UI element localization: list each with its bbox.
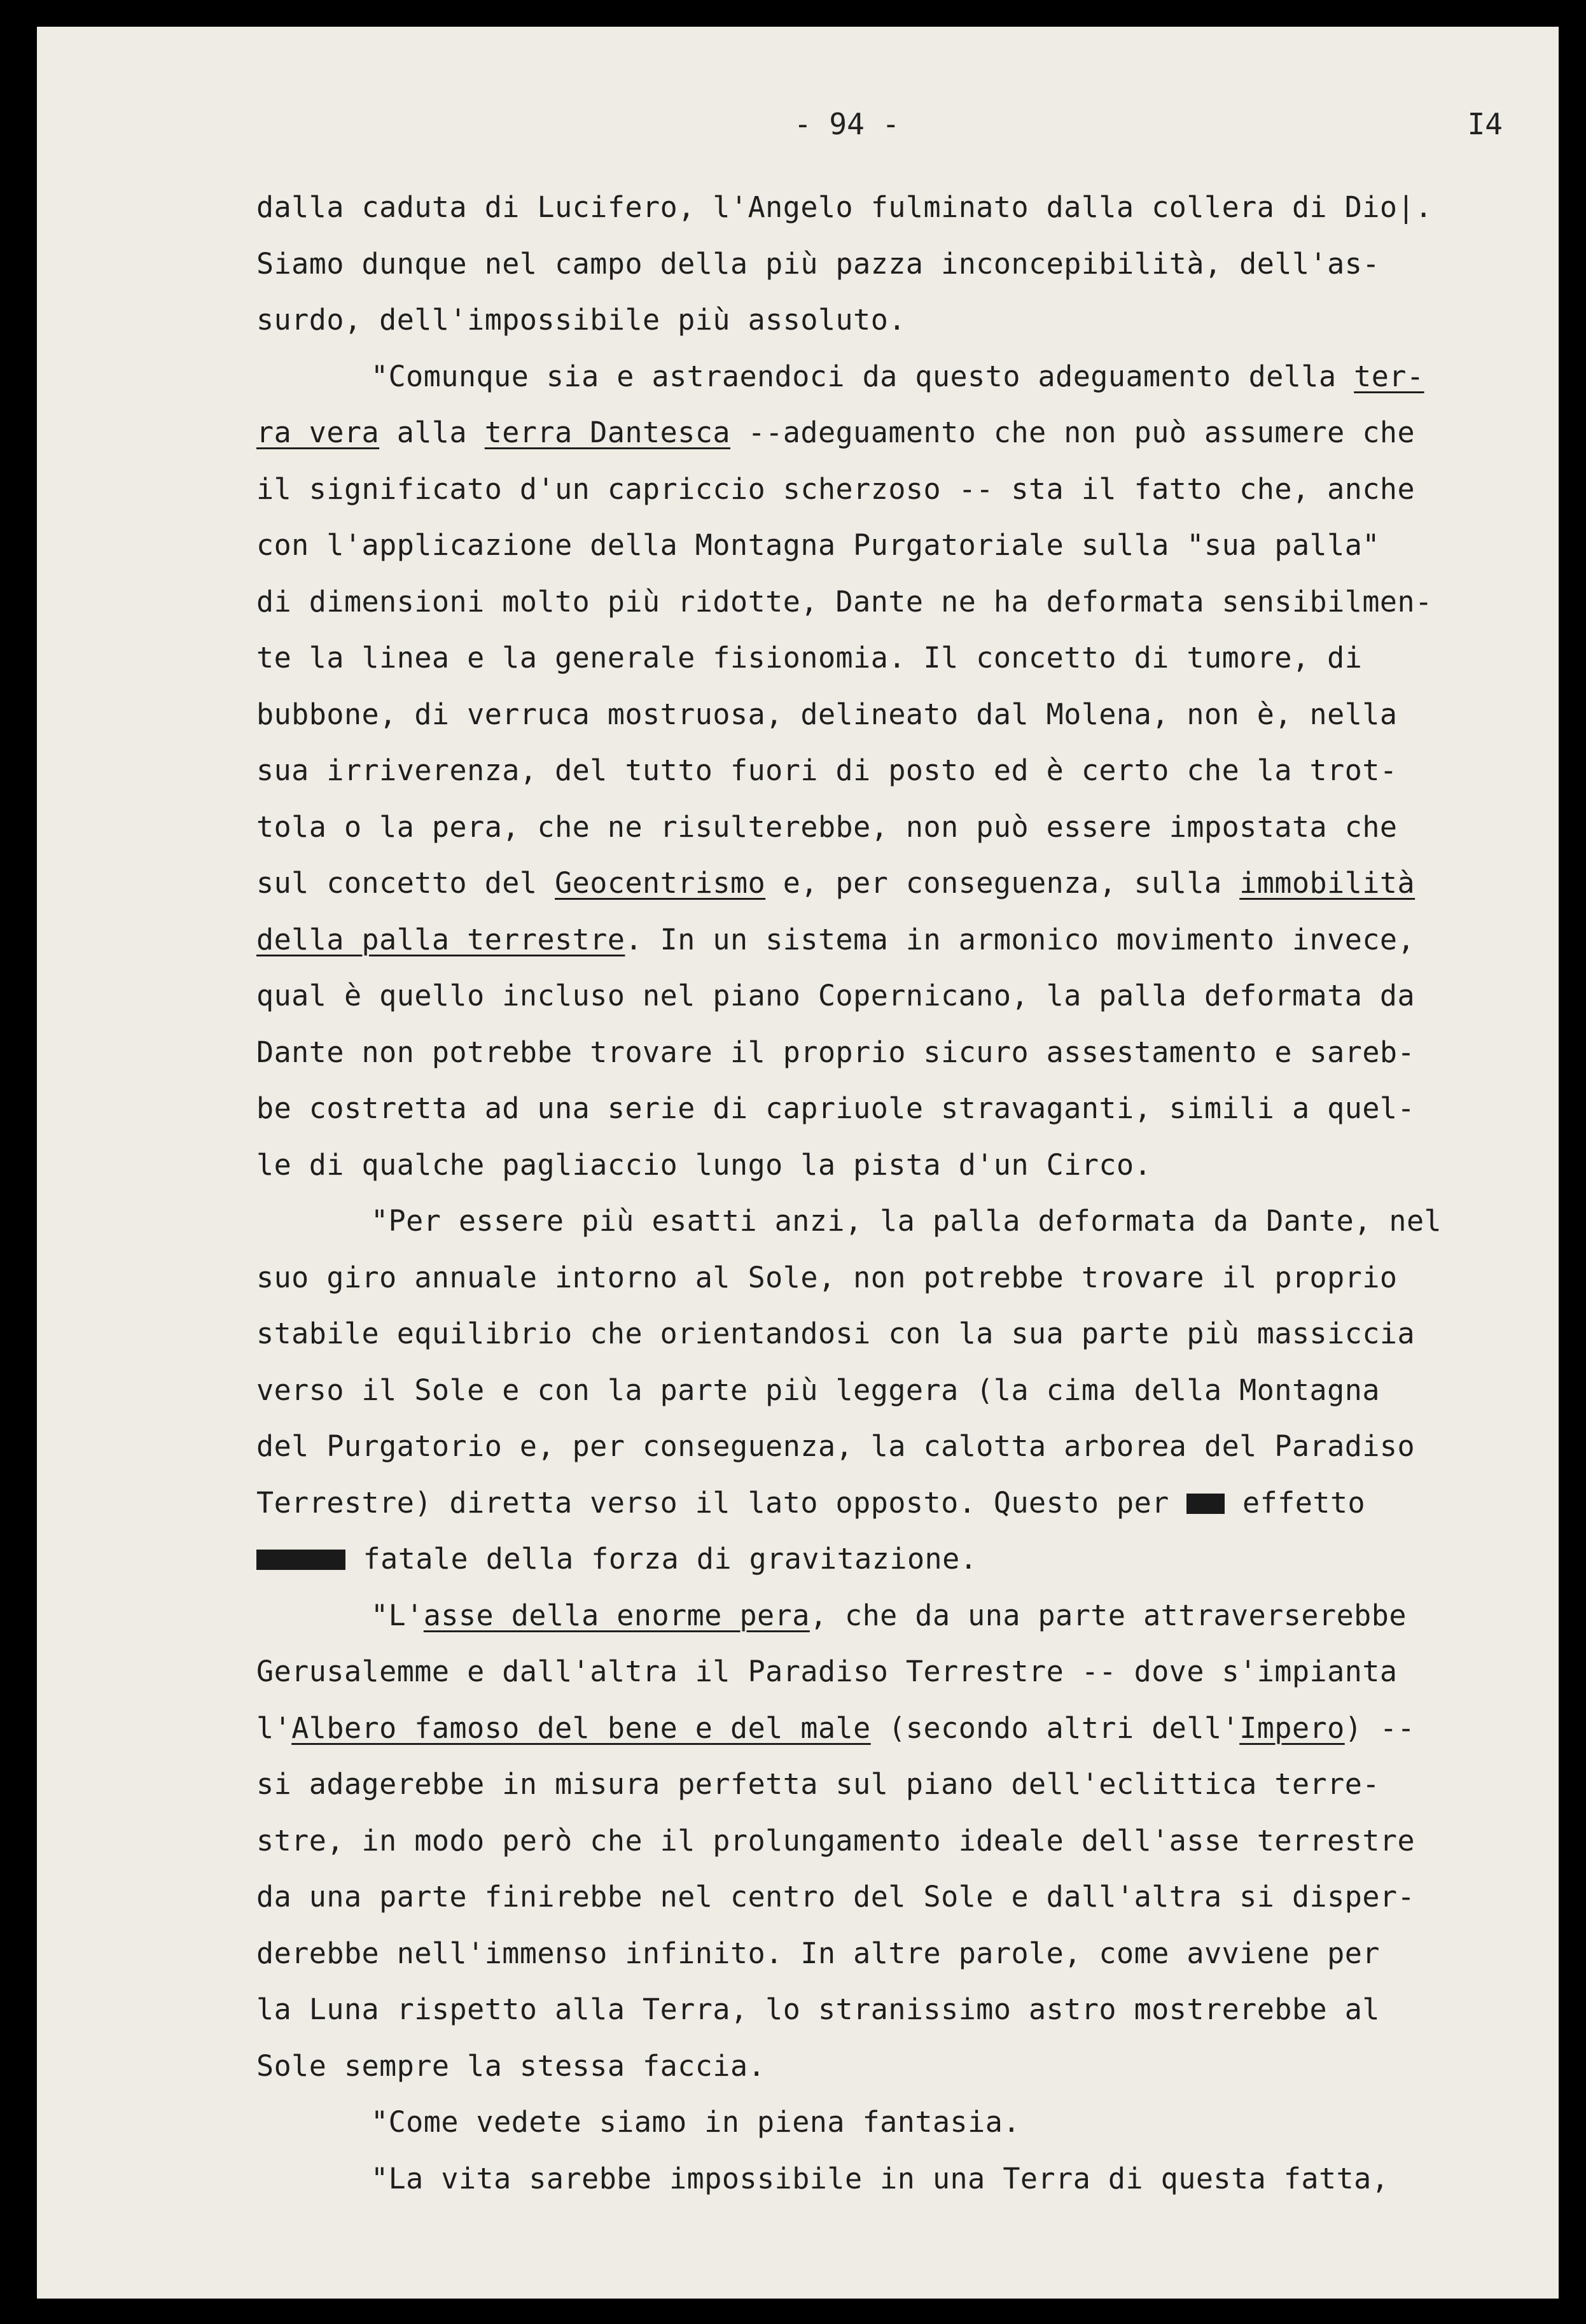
- underlined-text: immobilità: [1239, 866, 1416, 900]
- text-fragment: la Luna rispetto alla Terra, lo stranissimo astro mostrerebbe al: [256, 1992, 1380, 2026]
- struck-out-text: [256, 1550, 345, 1570]
- text-fragment: Dante non potrebbe trovare il proprio sicuro assestamento e sareb-: [256, 1035, 1416, 1069]
- text-fragment: effetto: [1225, 1485, 1366, 1520]
- text-line: [256, 405, 1548, 461]
- text-line: [256, 2038, 1548, 2095]
- text-line: [256, 1588, 1548, 1644]
- text-fragment: Gerusalemme e dall'altra il Paradiso Terrestre -- dove s'impianta: [256, 1655, 1398, 1688]
- text-line: [256, 1756, 1548, 1813]
- underlined-text: asse della enorme pera: [423, 1598, 810, 1632]
- text-fragment: sul concetto del: [256, 866, 555, 900]
- text-fragment: e, per conseguenza, sulla: [765, 866, 1240, 900]
- text-fragment: con l'applicazione della Montagna Purgatoriale sulla "sua palla": [256, 528, 1380, 562]
- text-fragment: , che da una parte attraverserebbe: [809, 1598, 1407, 1632]
- text-fragment: be costretta ad una serie di capriuole stravaganti, simili a quel-: [256, 1091, 1416, 1125]
- underlined-text: Geocentrismo: [555, 866, 766, 900]
- text-fragment: Siamo dunque nel campo della più pazza inconcepibilità, dell'as-: [256, 246, 1380, 281]
- text-fragment: verso il Sole e con la parte più leggera (la cima della Montagna: [256, 1373, 1380, 1407]
- typed-page: [37, 27, 1559, 2299]
- text-line: [256, 1644, 1548, 1700]
- text-line: [256, 855, 1548, 912]
- underlined-text: ra vera: [256, 416, 380, 449]
- text-line: [256, 236, 1548, 293]
- text-fragment: si adagerebbe in misura perfetta sul piano dell'eclittica terre-: [256, 1767, 1380, 1801]
- underlined-text: Impero: [1239, 1711, 1345, 1745]
- text-line: [256, 912, 1548, 969]
- text-fragment: sua irriverenza, del tutto fuori di posto ed è certo che la trot-: [256, 753, 1398, 787]
- text-line: [256, 1081, 1548, 1137]
- text-fragment: del Purgatorio e, per conseguenza, la calotta arborea del Paradiso: [256, 1429, 1416, 1463]
- text-line: [256, 349, 1548, 405]
- text-fragment: --adeguamento che non può assumere che: [730, 416, 1416, 449]
- sheet-number: I4: [1467, 107, 1503, 141]
- underlined-text: della palla terrestre: [256, 922, 625, 956]
- text-line: [256, 1926, 1548, 1982]
- text-fragment: derebbe nell'immenso infinito. In altre parole, come avviene per: [256, 1936, 1380, 1970]
- text-fragment: "Comunque sia e astraendoci da questo adeguamento della: [371, 359, 1354, 393]
- text-line: [256, 179, 1548, 236]
- text-fragment: da una parte finirebbe nel centro del Sole e dall'altra si disper-: [256, 1880, 1416, 1914]
- text-line: [256, 292, 1548, 349]
- text-fragment: ) --: [1344, 1711, 1416, 1745]
- text-fragment: surdo, dell'impossibile più assoluto.: [256, 303, 906, 337]
- text-line: [256, 1193, 1548, 1250]
- text-fragment: fatale della forza di gravitazione.: [345, 1542, 978, 1576]
- underlined-text: terra Dantesca: [484, 416, 731, 449]
- text-line: [256, 1025, 1548, 1081]
- text-fragment: stre, in modo però che il prolungamento ideale dell'asse terrestre: [256, 1823, 1416, 1858]
- page-header: [37, 84, 1559, 141]
- text-fragment: l': [256, 1711, 292, 1745]
- text-line: [256, 743, 1548, 799]
- text-line: [256, 1531, 1548, 1588]
- page-number: - 94 -: [794, 107, 900, 141]
- text-fragment: "Per essere più esatti anzi, la palla deformata da Dante, nel: [371, 1204, 1442, 1238]
- text-fragment: "Come vedete siamo in piena fantasia.: [371, 2105, 1020, 2139]
- underlined-text: ter-: [1354, 359, 1424, 393]
- text-fragment: dalla caduta di Lucifero, l'Angelo fulminato dalla collera di Dio|.: [256, 190, 1433, 224]
- text-fragment: . In un sistema in armonico movimento invece,: [625, 922, 1416, 956]
- text-line: [256, 1250, 1548, 1306]
- text-line: [256, 2094, 1548, 2151]
- text-line: [256, 1137, 1548, 1194]
- text-fragment: Terrestre) diretta verso il lato opposto. Questo per: [256, 1485, 1187, 1520]
- typewritten-body: [256, 179, 1548, 2207]
- text-fragment: "La vita sarebbe impossibile in una Terra di questa fatta,: [371, 2161, 1389, 2195]
- text-line: [256, 1306, 1548, 1362]
- underlined-text: Albero famoso del bene e del male: [291, 1711, 871, 1745]
- text-fragment: Sole sempre la stessa faccia.: [256, 2048, 766, 2083]
- text-fragment: alla: [379, 416, 485, 449]
- text-fragment: le di qualche pagliaccio lungo la pista d'un Circo.: [256, 1147, 1152, 1182]
- text-fragment: te la linea e la generale fisionomia. Il concetto di tumore, di: [256, 641, 1363, 675]
- text-line: [256, 630, 1548, 687]
- struck-out-text: [1186, 1494, 1225, 1514]
- text-line: [256, 1869, 1548, 1926]
- text-line: [256, 1418, 1548, 1475]
- text-fragment: stabile equilibrio che orientandosi con la sua parte più massiccia: [256, 1317, 1416, 1350]
- text-line: [256, 687, 1548, 743]
- text-fragment: di dimensioni molto più ridotte, Dante ne ha deformata sensibilmen-: [256, 584, 1433, 619]
- text-line: [256, 799, 1548, 856]
- text-fragment: "L': [371, 1598, 424, 1632]
- text-fragment: tola o la pera, che ne risulterebbe, non può essere impostata che: [256, 809, 1398, 844]
- text-line: [256, 1362, 1548, 1419]
- text-line: [256, 2151, 1548, 2208]
- text-fragment: qual è quello incluso nel piano Copernicano, la palla deformata da: [256, 979, 1416, 1012]
- text-line: [256, 574, 1548, 631]
- text-fragment: (secondo altri dell': [870, 1711, 1240, 1745]
- text-line: [256, 1982, 1548, 2038]
- text-fragment: bubbone, di verruca mostruosa, delineato dal Molena, non è, nella: [256, 697, 1398, 731]
- text-line: [256, 1700, 1548, 1757]
- text-line: [256, 1813, 1548, 1870]
- text-fragment: il significato d'un capriccio scherzoso -- sta il fatto che, anche: [256, 472, 1416, 506]
- text-line: [256, 1475, 1548, 1532]
- text-fragment: suo giro annuale intorno al Sole, non potrebbe trovare il proprio: [256, 1260, 1398, 1294]
- text-line: [256, 517, 1548, 574]
- text-line: [256, 461, 1548, 518]
- text-line: [256, 968, 1548, 1025]
